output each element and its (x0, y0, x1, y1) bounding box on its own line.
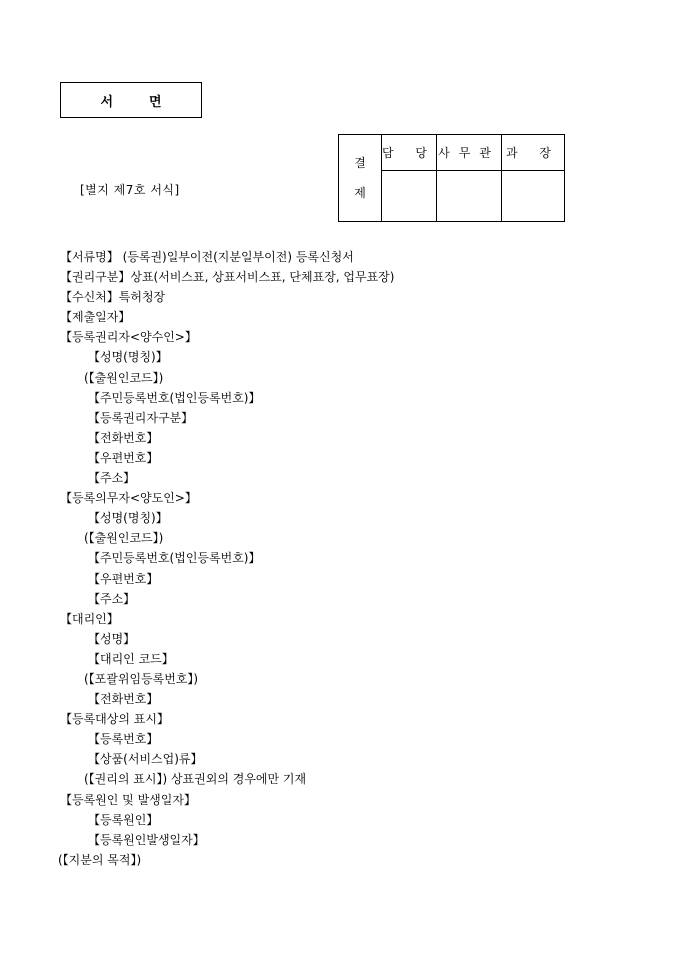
field-row: 【대리인】 (60, 611, 119, 626)
approval-sign-manager (382, 171, 437, 222)
approval-label-bottom: 제 (354, 186, 366, 200)
field-row: 【등록번호】 (88, 732, 159, 747)
form-number: [별지 제7호 서식] (80, 183, 180, 197)
field-row: 【주민등록번호(법인등록번호)】 (88, 551, 261, 566)
field-row: 【대리인 코드】 (88, 651, 174, 666)
approval-col-manager: 담 당 (382, 135, 437, 171)
field-list (60, 247, 394, 870)
field-row: 【등록원인 및 발생일자】 (60, 792, 196, 807)
field-row: (【출원인코드】) (84, 531, 164, 546)
field-row: 【우편번호】 (88, 571, 159, 586)
field-row: 【전화번호】 (88, 430, 159, 445)
document-title: 서면 (60, 82, 202, 118)
approval-label-top: 결 (354, 156, 366, 170)
field-row: 【주소】 (88, 471, 136, 486)
approval-label (339, 135, 382, 222)
field-row: 【성명】 (88, 631, 136, 646)
field-row: 【성명(명칭)】 (88, 350, 168, 365)
field-row: 【주민등록번호(법인등록번호)】 (88, 390, 261, 405)
field-row: 【제출일자】 (60, 310, 131, 325)
field-row: 【우편번호】 (88, 450, 159, 465)
field-row: 【상품(서비스업)류】 (88, 752, 203, 767)
field-row: 【전화번호】 (88, 692, 159, 707)
field-row: 【권리구분】상표(서비스표, 상표서비스표, 단체표장, 업무표장) (60, 270, 395, 285)
field-row: 【등록권리자<양수인>】 (60, 330, 197, 345)
approval-sign-officer (437, 171, 502, 222)
field-row: 【등록권리자구분】 (88, 410, 194, 425)
approval-col-officer: 사무관 (437, 135, 502, 171)
field-row: 【성명(명칭)】 (88, 511, 168, 526)
field-row: 【수신처】특허청장 (60, 290, 166, 305)
field-row: (【포괄위임등록번호】) (84, 671, 199, 686)
field-row: 【등록의무자<양도인>】 (60, 491, 197, 506)
field-row: (【권리의 표시】) 상표권외의 경우에만 기재 (84, 772, 307, 787)
approval-sign-chief (502, 171, 565, 222)
field-row: 【등록원인발생일자】 (88, 832, 205, 847)
approval-table (338, 134, 565, 222)
field-row: (【출원인코드】) (84, 370, 164, 385)
field-row: 【등록대상의 표시】 (60, 712, 169, 727)
field-row: (【지분의 목적】) (58, 852, 142, 867)
field-row: 【서류명】 (등록권)일부이전(지분일부이전) 등록신청서 (60, 250, 354, 264)
field-row: 【등록원인】 (88, 812, 159, 827)
approval-col-chief: 과 장 (502, 135, 565, 171)
field-row: 【주소】 (88, 591, 136, 606)
